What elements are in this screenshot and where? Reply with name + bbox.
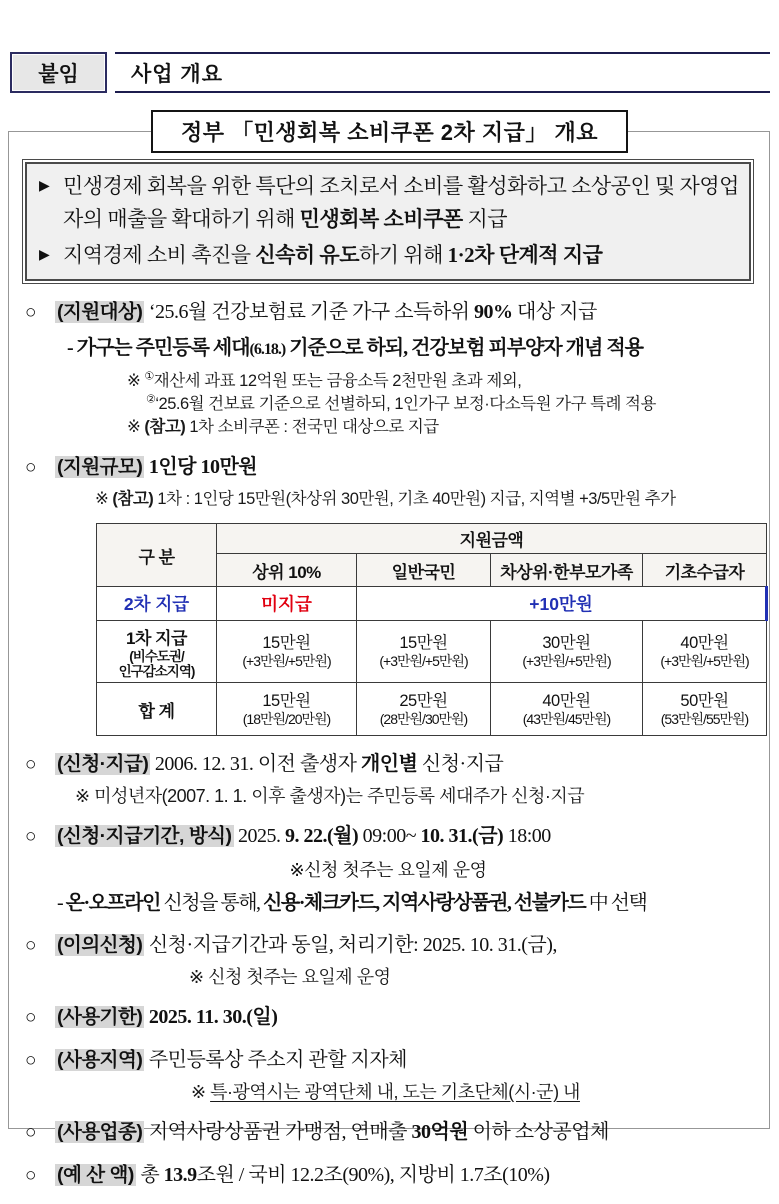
scale-note-bold: (참고) bbox=[112, 490, 154, 508]
circle-bullet-icon: ○ bbox=[25, 935, 36, 956]
industry-bold: 30억원 bbox=[411, 1121, 469, 1143]
table-row-first-payment bbox=[97, 621, 767, 683]
budget-bold: 13.9 bbox=[163, 1164, 197, 1186]
section-period-line bbox=[55, 822, 757, 851]
attachment-badge: 붙임 bbox=[10, 52, 107, 93]
target-dash-run-1: - 가구는 주민등록 세대 bbox=[67, 337, 250, 359]
intro-2-run-1: 지역경제 소비 촉진을 bbox=[63, 243, 256, 267]
page-title: 사업 개요 bbox=[115, 52, 770, 93]
label-chip-industry: (사용업종) bbox=[57, 1121, 143, 1143]
section-apply-line bbox=[55, 750, 757, 779]
scale-note-marker: ※ bbox=[95, 490, 113, 508]
cell-first-basic bbox=[643, 621, 767, 683]
circle-bullet-icon: ○ bbox=[25, 1122, 36, 1143]
section-target-line bbox=[55, 298, 757, 327]
row-label-first-sub2: 인구감소지역) bbox=[118, 664, 195, 679]
label-chip-budget: (예 산 액) bbox=[57, 1164, 134, 1186]
target-note3-marker: ※ bbox=[127, 418, 145, 436]
scale-value: 1인당 10만원 bbox=[144, 456, 258, 478]
intro-text-1 bbox=[63, 170, 739, 236]
cell-total-nearpoor bbox=[491, 683, 643, 736]
section-scale bbox=[25, 453, 757, 482]
section-deadline bbox=[25, 1003, 757, 1032]
cell-total-top10 bbox=[217, 683, 357, 736]
intro-text-2 bbox=[63, 239, 739, 272]
apply-bold: 개인별 bbox=[360, 753, 418, 775]
budget-run-2: 조원 / 국비 12.2조(90%), 지방비 1.7조(10%) bbox=[196, 1164, 550, 1186]
region-note bbox=[191, 1081, 757, 1104]
intro-2-bold-2: 1·2차 단계적 지급 bbox=[447, 243, 603, 267]
intro-2-run-2: 하기 위해 bbox=[359, 243, 448, 267]
intro-2-bold-1: 신속히 유도 bbox=[255, 243, 360, 267]
period-run-1: 2025. bbox=[233, 825, 286, 847]
deadline-value: 2025. 11. 30.(일) bbox=[144, 1006, 278, 1028]
period-dash-line bbox=[57, 889, 757, 917]
intro-1-run-1: 민생경제 회복을 위한 특단의 조치로서 소비를 활성화하고 소상공인 및 자영업자의 매출을 확대하기 위해 bbox=[63, 174, 739, 231]
row-label-second: 2차 지급 bbox=[97, 587, 217, 621]
section-industry-line bbox=[55, 1118, 757, 1147]
col-header-basic: 기초수급자 bbox=[643, 554, 767, 587]
target-dash-line bbox=[67, 334, 757, 364]
circle-bullet-icon: ○ bbox=[25, 754, 36, 775]
section-budget-line bbox=[55, 1161, 757, 1190]
cell-subvalue: (28만원/30만원) bbox=[379, 710, 468, 727]
period-run-3: 18:00 bbox=[503, 825, 551, 847]
target-note2-text: ‘25.6월 건보료 기준으로 선별하되, 1인가구 보정·다소득원 가구 특례 적용 bbox=[155, 395, 656, 413]
doc-title: 정부 「민생회복 소비쿠폰 2차 지급」 개요 bbox=[151, 110, 628, 153]
apply-run-1: 2006. 12. 31. 이전 출생자 bbox=[150, 753, 361, 775]
table-row-total bbox=[97, 683, 767, 736]
section-objection bbox=[25, 931, 757, 960]
period-dash-run-1: 신청을 통해, bbox=[159, 892, 264, 914]
target-run-1: ‘25.6월 건강보험료 기준 가구 소득하위 bbox=[144, 301, 474, 323]
circle-bullet-icon: ○ bbox=[25, 1165, 36, 1186]
section-objection-line bbox=[55, 931, 757, 960]
target-note1-text: 재산세 과표 12억원 또는 금융소득 2천만원 초과 제외, bbox=[153, 372, 522, 390]
target-run-2: 대상 지급 bbox=[512, 301, 597, 323]
budget-run-1: 총 bbox=[135, 1164, 164, 1186]
row-label-first bbox=[97, 621, 217, 683]
period-run-2: 09:00~ bbox=[358, 825, 421, 847]
circle-bullet-icon: ○ bbox=[25, 1007, 36, 1028]
row-label-first-sub1: (비수도권/ bbox=[129, 649, 184, 664]
label-chip-scale: (지원규모) bbox=[57, 456, 143, 478]
region-value: 주민등록상 주소지 관할 지자체 bbox=[144, 1049, 408, 1071]
cell-subvalue: (+3만원/+5만원) bbox=[242, 653, 331, 669]
apply-run-2: 신청·지급 bbox=[417, 753, 504, 775]
label-chip-objection: (이의신청) bbox=[57, 934, 143, 956]
target-note2 bbox=[146, 393, 757, 416]
section-region-line bbox=[55, 1046, 757, 1075]
support-amount-table bbox=[96, 523, 768, 736]
label-chip-period: (신청·지급기간, 방식) bbox=[57, 825, 232, 847]
cell-total-basic bbox=[643, 683, 767, 736]
cell-second-amount: +10만원 bbox=[357, 587, 767, 621]
section-period bbox=[25, 822, 757, 851]
intro-1-bold: 민생회복 소비쿠폰 bbox=[299, 207, 463, 231]
objection-run-1: 신청·지급기간과 동일, 처리기한: 2025. 10. 31.(금), bbox=[144, 934, 557, 956]
objection-note: ※ 신청 첫주는 요일제 운영 bbox=[189, 967, 391, 987]
cell-subvalue: (18만원/20만원) bbox=[242, 710, 331, 727]
circle-bullet-icon: ○ bbox=[25, 1050, 36, 1071]
circle-bullet-icon: ○ bbox=[25, 826, 36, 847]
label-chip-deadline: (사용기한) bbox=[57, 1006, 143, 1028]
industry-run-2: 이하 소상공업체 bbox=[468, 1121, 609, 1143]
scale-note bbox=[95, 488, 757, 511]
target-note2-sup: ② bbox=[146, 393, 156, 406]
intro-box-inner bbox=[25, 162, 751, 281]
content-box bbox=[8, 131, 770, 1186]
target-note bbox=[127, 370, 757, 439]
target-dash-small: (6.18.) bbox=[249, 341, 286, 358]
cell-subvalue: (+3만원/+5만원) bbox=[522, 653, 611, 669]
table-header-row-1 bbox=[97, 524, 767, 554]
cell-value: 40만원 bbox=[542, 691, 591, 710]
period-dash-marker: - bbox=[57, 892, 66, 914]
label-chip-target: (지원대상) bbox=[57, 301, 143, 323]
intro-bullet-2 bbox=[39, 239, 739, 272]
region-note-underlined: 특·광역시는 광역단체 내, 도는 기초단체(시·군) 내 bbox=[210, 1082, 580, 1102]
cell-value: 40만원 bbox=[680, 634, 729, 652]
document-page bbox=[0, 52, 779, 1204]
cell-value: 15만원 bbox=[262, 634, 311, 652]
circle-bullet-icon: ○ bbox=[25, 302, 36, 323]
circle-bullet-icon: ○ bbox=[25, 457, 36, 478]
cell-value: 15만원 bbox=[262, 691, 311, 710]
label-chip-region: (사용지역) bbox=[57, 1049, 143, 1071]
section-target bbox=[25, 298, 757, 327]
cell-subvalue: (+3만원/+5만원) bbox=[379, 653, 468, 669]
scale-note-text: 1차 : 1인당 15만원(차상위 30만원, 기초 40만원) 지급, 지역별 +3/5만원 추가 bbox=[153, 490, 676, 508]
intro-box bbox=[22, 159, 754, 284]
col-header-top10: 상위 10% bbox=[217, 554, 357, 587]
col-header-general: 일반국민 bbox=[357, 554, 491, 587]
cell-first-general bbox=[357, 621, 491, 683]
period-center-note: ※신청 첫주는 요일제 운영 bbox=[289, 860, 487, 880]
target-bold: 90% bbox=[473, 301, 513, 323]
period-dash-run-2: 中 선택 bbox=[585, 892, 647, 914]
target-note1-sup: ① bbox=[144, 370, 154, 383]
cell-value: 30만원 bbox=[542, 634, 591, 652]
cell-subvalue: (53만원/55만원) bbox=[660, 710, 749, 727]
cell-value: 15만원 bbox=[399, 634, 448, 652]
section-scale-line bbox=[55, 453, 757, 482]
target-note3-text: 1차 소비쿠폰 : 전국민 대상으로 지급 bbox=[185, 418, 439, 436]
cell-value: 25만원 bbox=[399, 691, 448, 710]
section-budget bbox=[25, 1161, 757, 1190]
intro-1-run-2: 지급 bbox=[462, 207, 508, 231]
row-label-first-main: 1차 지급 bbox=[126, 629, 187, 648]
doc-title-bar bbox=[0, 110, 779, 153]
page-header bbox=[10, 52, 770, 93]
target-note1-marker: ※ bbox=[127, 372, 145, 390]
col-header-nearpoor: 차상위·한부모가족 bbox=[491, 554, 643, 587]
row-label-total: 합 계 bbox=[97, 683, 217, 736]
table-group-header: 지원금액 bbox=[217, 524, 767, 554]
cell-second-nopay: 미지급 bbox=[217, 587, 357, 621]
section-deadline-line bbox=[55, 1003, 757, 1032]
target-note3-bold: (참고) bbox=[144, 418, 186, 436]
target-note3 bbox=[127, 418, 439, 436]
apply-note: ※ 미성년자(2007. 1. 1. 이후 출생자)는 주민등록 세대주가 신청·지급 bbox=[75, 786, 585, 806]
cell-value: 50만원 bbox=[680, 691, 729, 710]
table-corner-header: 구 분 bbox=[97, 524, 217, 587]
period-bold-1: 9. 22.(월) bbox=[285, 825, 359, 847]
cell-subvalue: (+3만원/+5만원) bbox=[660, 653, 749, 669]
section-apply bbox=[25, 750, 757, 779]
period-bold-2: 10. 31.(금) bbox=[420, 825, 504, 847]
industry-run-1: 지역사랑상품권 가맹점, 연매출 bbox=[144, 1121, 412, 1143]
cell-total-general bbox=[357, 683, 491, 736]
triangle-bullet-icon: ▶ bbox=[39, 179, 50, 194]
cell-first-top10 bbox=[217, 621, 357, 683]
period-dash-bold-2: 신용·체크카드, 지역사랑상품권, 선불카드 bbox=[263, 892, 586, 914]
table-row-second-payment bbox=[97, 587, 767, 621]
cell-first-nearpoor bbox=[491, 621, 643, 683]
intro-bullet-1 bbox=[39, 170, 739, 236]
section-region bbox=[25, 1046, 757, 1075]
label-chip-apply: (신청·지급) bbox=[57, 753, 149, 775]
triangle-bullet-icon: ▶ bbox=[39, 248, 50, 263]
section-industry bbox=[25, 1118, 757, 1147]
cell-subvalue: (43만원/45만원) bbox=[522, 710, 611, 727]
target-dash-run-2: 기준으로 하되, 건강보험 피부양자 개념 적용 bbox=[285, 337, 643, 359]
region-note-marker: ※ bbox=[191, 1082, 211, 1102]
period-dash-bold-1: 온·오프라인 bbox=[65, 892, 160, 914]
